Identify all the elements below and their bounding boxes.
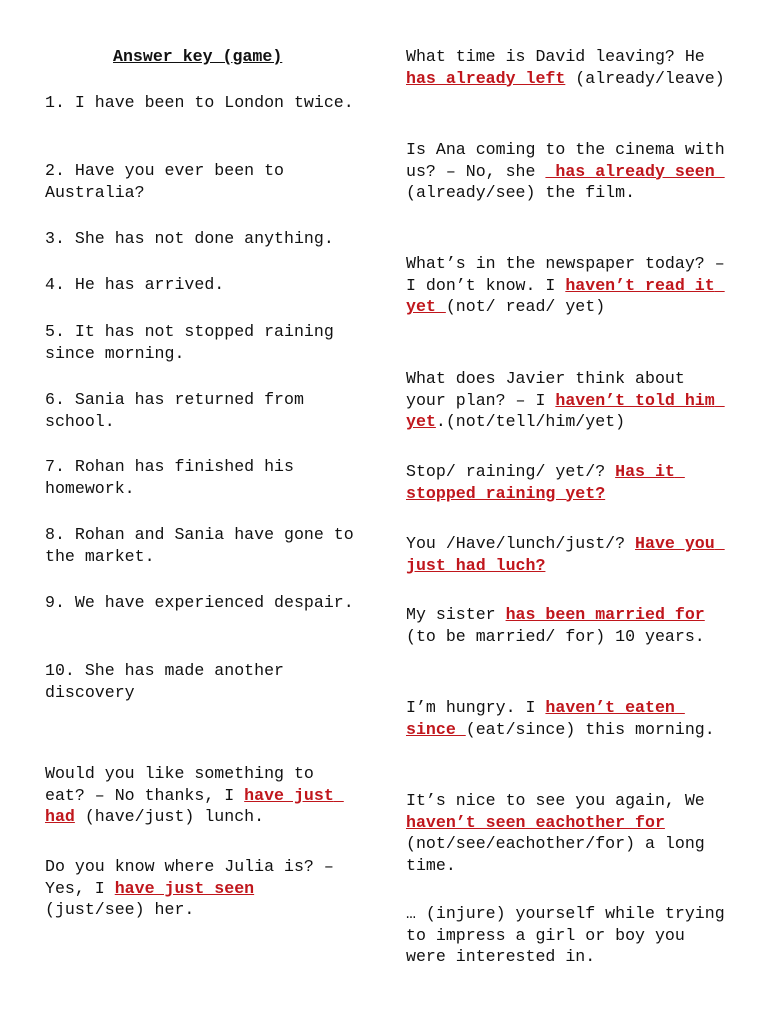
exercise-prompt: Do you know where Julia is? – Yes, I bbox=[45, 857, 344, 898]
exercise-hint: (already/leave) bbox=[565, 68, 725, 88]
exercise-item bbox=[406, 697, 726, 740]
exercise-prompt: Is Ana coming to the cinema with us? – No, she bbox=[406, 140, 735, 181]
list-item: 5. It has not stopped raining since morning. bbox=[45, 322, 344, 363]
exercise-answer: have just had bbox=[45, 785, 344, 826]
list-item: 2. Have you ever been to Australia? bbox=[45, 161, 294, 202]
exercise-answer: haven’t read it yet bbox=[406, 275, 725, 316]
exercise-prompt: What time is David leaving? He bbox=[406, 47, 715, 66]
exercise-item bbox=[406, 461, 726, 504]
exercise-hint: .(not/tell/him/yet) bbox=[435, 412, 626, 431]
exercise-prompt: I’m hungry. I bbox=[406, 698, 546, 717]
exercise-item bbox=[406, 46, 726, 89]
list-item: 10. She has made another discovery bbox=[45, 661, 294, 702]
exercise-item bbox=[406, 253, 735, 318]
list-item: 4. He has arrived. bbox=[45, 275, 225, 294]
exercise-prompt: What’s in the newspaper today? – I don’t know. I bbox=[406, 254, 735, 295]
list-item: 1. I have been to London twice. bbox=[45, 93, 354, 112]
exercise-hint: (have/just) lunch. bbox=[74, 807, 265, 826]
exercise-item bbox=[406, 533, 726, 576]
exercise-hint: (already/see) the film. bbox=[406, 183, 636, 202]
exercise-answer: haven’t seen eachother for bbox=[406, 812, 665, 832]
exercise-answer: has already left bbox=[406, 68, 566, 88]
exercise-answer: haven’t told him yet bbox=[406, 390, 725, 431]
list-item: 6. Sania has returned from school. bbox=[45, 390, 314, 431]
exercise-hint: (just/see) her. bbox=[45, 878, 265, 919]
exercise-answer: Have you just had luch? bbox=[406, 534, 725, 575]
exercise-hint: (not/ read/ yet) bbox=[445, 297, 606, 316]
list-item: 3. She has not done anything. bbox=[45, 229, 334, 248]
exercise-item bbox=[406, 903, 735, 968]
exercise-answer: Has it stopped raining yet? bbox=[406, 462, 685, 503]
exercise-item bbox=[45, 856, 360, 921]
exercise-hint: (not/see/eachother/for) a long time. bbox=[406, 812, 715, 875]
exercise-item bbox=[406, 604, 726, 647]
exercise-item bbox=[45, 763, 360, 828]
exercise-hint: (to be married/ for) 10 years. bbox=[406, 605, 715, 646]
page-title: Answer key (game) bbox=[113, 47, 283, 66]
exercise-prompt: You /Have/lunch/just/? bbox=[406, 534, 636, 553]
exercise-prompt: … (injure) yourself while trying to impress a girl or boy you were interested in. bbox=[406, 904, 735, 966]
exercise-prompt: What does Javier think about your plan? – I bbox=[406, 369, 695, 410]
list-item: 7. Rohan has finished his homework. bbox=[45, 457, 304, 498]
exercise-answer: has already seen bbox=[545, 161, 725, 181]
exercise-hint: (eat/since) this morning. bbox=[465, 719, 715, 739]
exercise-prompt: Stop/ raining/ yet/? bbox=[406, 462, 616, 481]
exercise-answer: have just seen bbox=[114, 878, 255, 898]
exercise-item bbox=[406, 368, 726, 433]
exercise-item bbox=[406, 790, 726, 876]
exercise-answer: has been married for bbox=[505, 605, 705, 624]
exercise-prompt: It’s nice to see you again, We bbox=[406, 791, 715, 810]
exercise-prompt: Would you like something to eat? – No thanks, I bbox=[45, 764, 324, 805]
exercise-answer: haven’t eaten since bbox=[406, 698, 685, 739]
list-item: 9. We have experienced despair. bbox=[45, 593, 354, 612]
exercise-prompt: My sister bbox=[406, 605, 506, 624]
list-item: 8. Rohan and Sania have gone to the market. bbox=[45, 525, 364, 566]
exercise-item bbox=[406, 139, 735, 204]
